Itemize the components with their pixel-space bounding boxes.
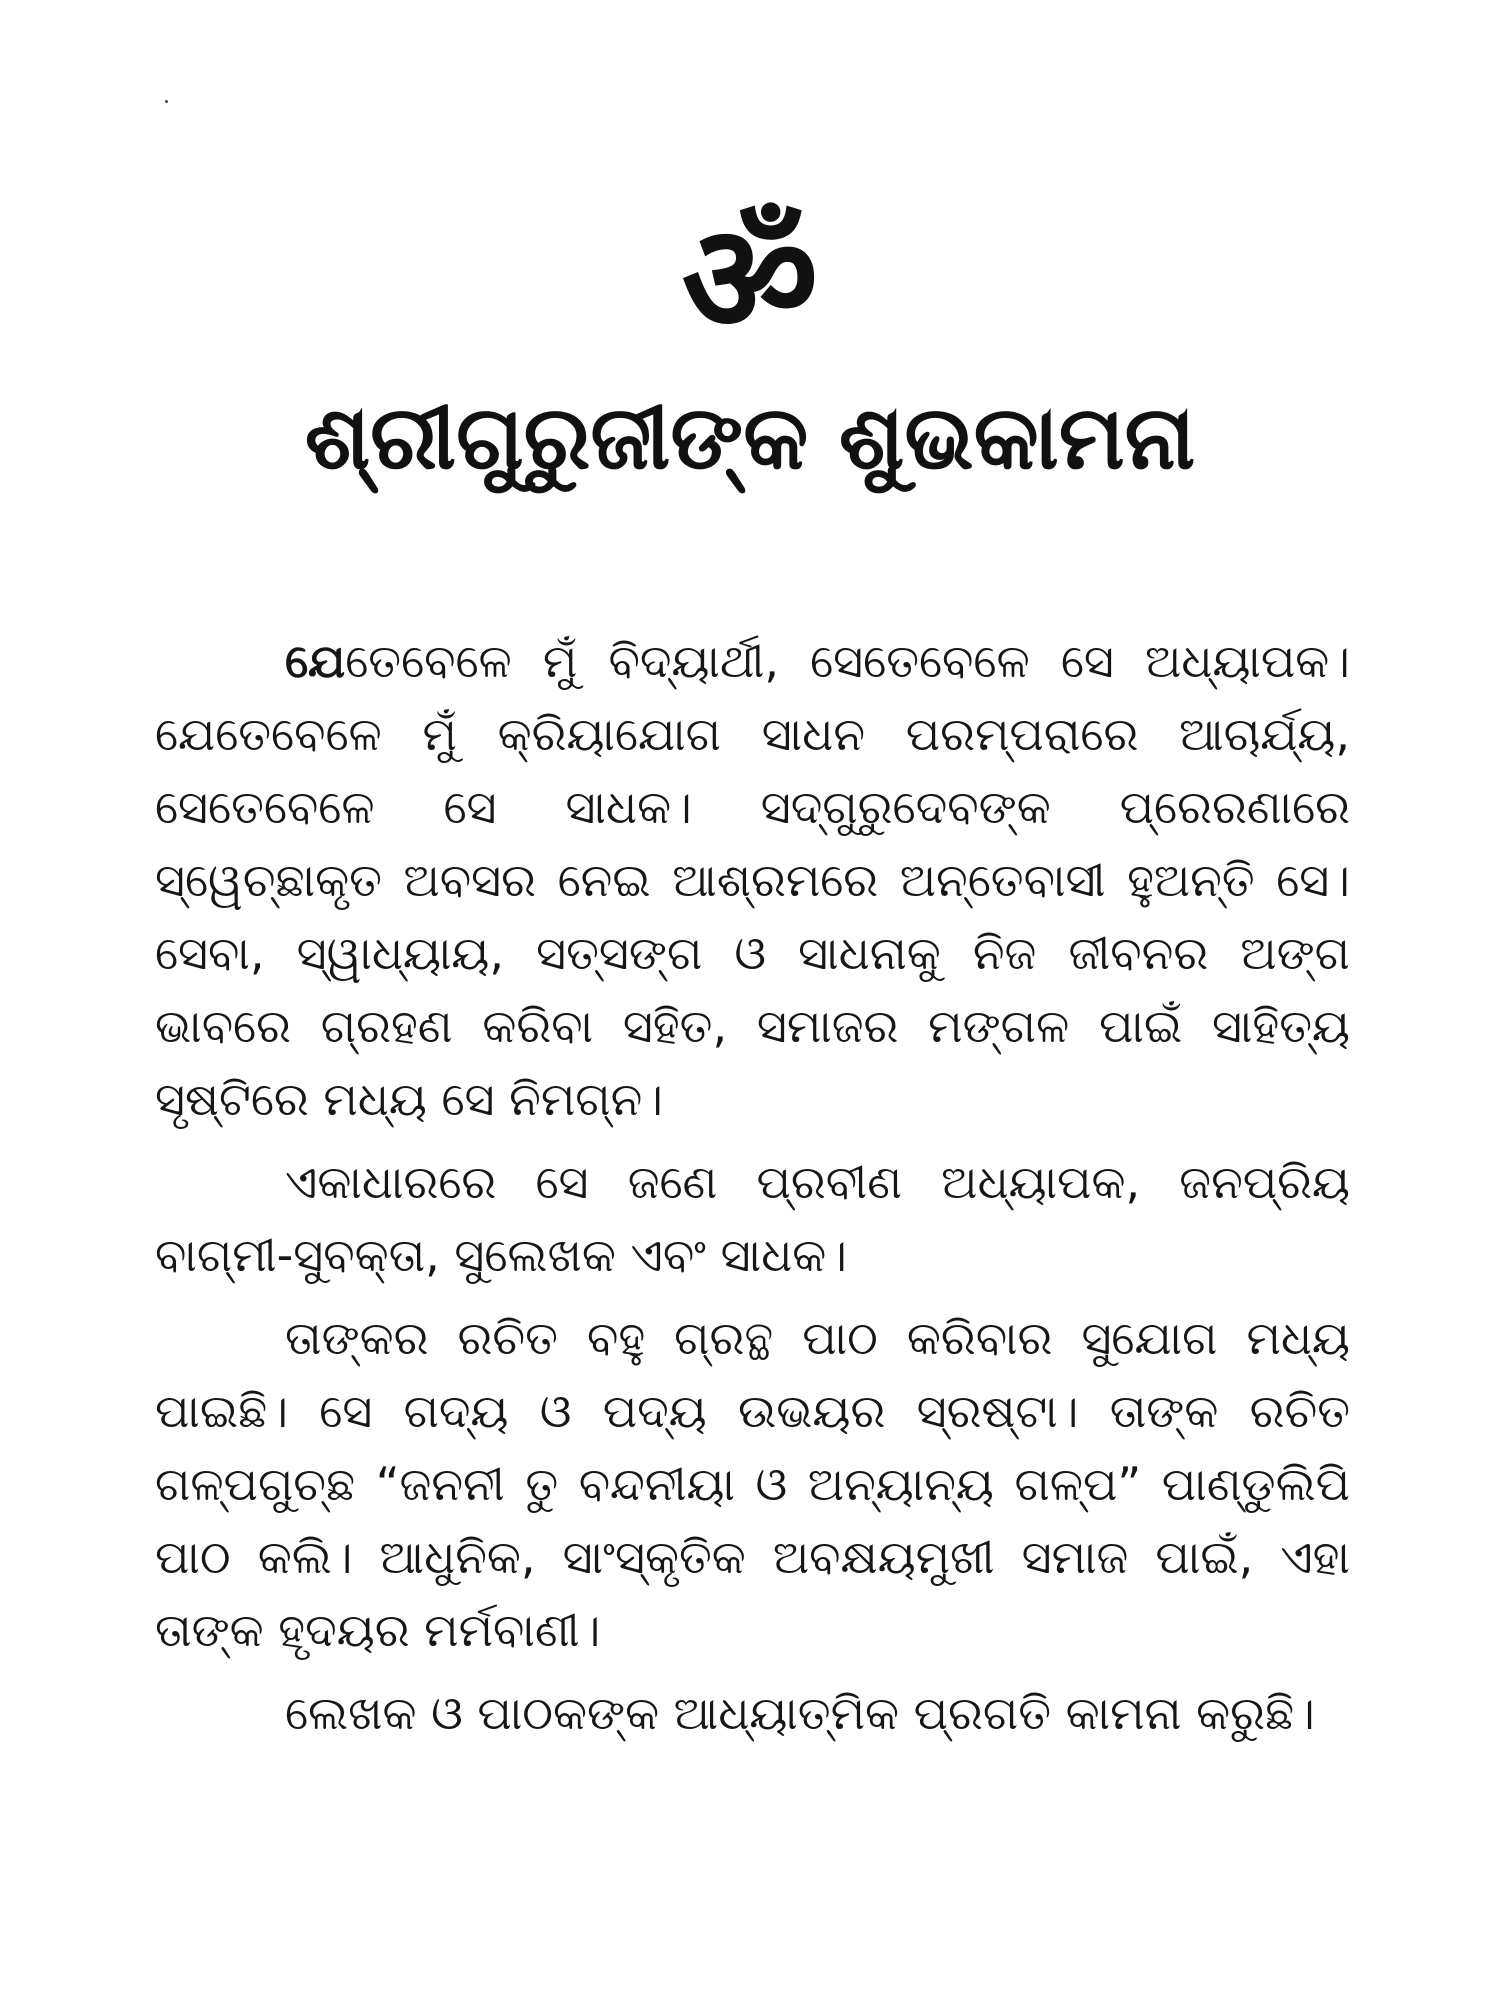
paragraph (155, 1146, 1350, 1292)
paragraph-lead: ଯେ (285, 634, 346, 688)
scan-speck (165, 100, 168, 103)
page-title: ଶ୍ରୀଗୁରୁଜୀଙ୍କ ଶୁଭକାମନା (304, 386, 1196, 489)
paragraph-text: ଲେଖକ ଓ ପାଠକଙ୍କ ଆଧ୍ୟାତ୍ମିକ ପ୍ରଗତି କାମନା କରୁଛି। (285, 1686, 1315, 1740)
paragraph (155, 625, 1350, 1136)
paragraph-text: ତାଙ୍କର ରଚିତ ବହୁ ଗ୍ରନ୍ଥ ପାଠ କରିବାର ସୁଯୋଗ ମଧ୍ୟ ପାଇଛି। ସେ ଗଦ୍ୟ ଓ ପଦ୍ୟ ଉଭୟର ସ୍ରଷ୍ଟା। ତାଙ୍କ ରଚିତ ଗଳ୍ପଗୁଚ୍ଛ “ଜନନୀ ତୁ ବନ୍ଦନୀୟା ଓ ଅନ୍ୟାନ୍ୟ ଗଳ୍ପ” ପାଣ୍ଡୁଲିପି ପାଠ କଲି। ଆଧୁନିକ, ସାଂସ୍କୃତିକ ଅବକ୍ଷୟମୁଖୀ ସମାଜ ପାଇଁ, ଏହା ତାଙ୍କ ହୃଦୟର ମର୍ମବାଣୀ। (155, 1311, 1350, 1657)
om-symbol: ॐ (681, 193, 819, 367)
paragraph (155, 1677, 1350, 1750)
paragraph-text: ଏକାଧାରରେ ସେ ଜଣେ ପ୍ରବୀଣ ଅଧ୍ୟାପକ, ଜନପ୍ରିୟ ବାଗ୍ମୀ-ସୁବକ୍ତା, ସୁଲେଖକ ଏବଂ ସାଧକ। (155, 1155, 1350, 1282)
body-text (155, 625, 1350, 1760)
paragraph-text: ତେବେଳେ ମୁଁ ବିଦ୍ୟାର୍ଥୀ, ସେତେବେଳେ ସେ ଅଧ୍ୟାପକ। ଯେତେବେଳେ ମୁଁ କ୍ରିୟାଯୋଗ ସାଧନ ପରମ୍ପରାରେ ଆଚାର୍ଯ୍ୟ, ସେତେବେଳେ ସେ ସାଧକ। ସଦ୍‌ଗୁରୁଦେବଙ୍କ ପ୍ରେରଣାରେ ସ୍ୱେଚ୍ଛାକୃତ ଅବସର ନେଇ ଆଶ୍ରମରେ ଅନ୍ତେବାସୀ ହୁଅନ୍ତି ସେ। ସେବା, ସ୍ୱାଧ୍ୟାୟ, ସତ୍‌ସଙ୍ଗ ଓ ସାଧନାକୁ ନିଜ ଜୀବନର ଅଙ୍ଗ ଭାବରେ ଗ୍ରହଣ କରିବା ସହିତ, ସମାଜର ମଙ୍ଗଳ ପାଇଁ ସାହିତ୍ୟ ସୃଷ୍ଟିରେ ମଧ୍ୟ ସେ ନିମଗ୍ନ। (155, 634, 1350, 1126)
paragraph (155, 1302, 1350, 1667)
